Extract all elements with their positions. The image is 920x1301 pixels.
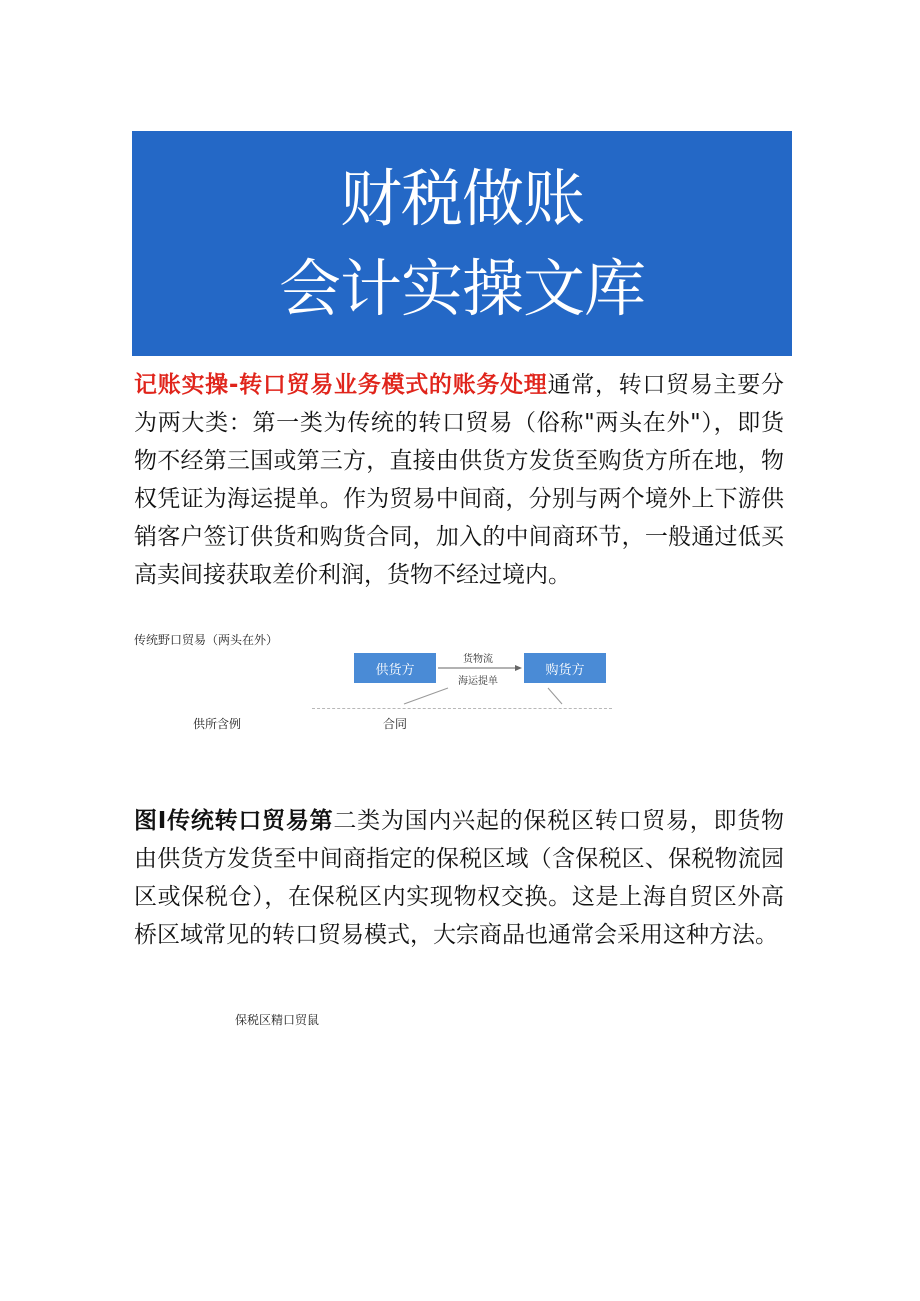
- goods-flow-label: 货物流: [463, 654, 493, 665]
- right-arrowhead-icon: [515, 665, 522, 671]
- bill-of-lading-label: 海运提单: [458, 676, 498, 687]
- paragraph-bonded-zone-trade: [134, 802, 784, 954]
- banner-title-line-2: 会计实操文库: [278, 251, 645, 325]
- article-heading: 记账实操-转口贸易业务模式的账务处理: [134, 372, 548, 398]
- paragraph-body: 通常，转口贸易主要分为两大类：第一类为传统的转口贸易（俗称"两头在外"），即货物不经第三国或第三方，直接由供货方发货至购货方所在地，物权凭证为海运提单。作为贸易中间商，分别与两个境外上下游供销客户签订供货和购货合同，加入的中间商环节，一般通过低买高卖间接获取差价利润，货物不经过境内。: [134, 372, 785, 588]
- figure-label-contract: 合同: [383, 717, 408, 731]
- buyer-box: 购货方: [524, 653, 606, 683]
- figure-reference: 图I传统转口贸易第: [134, 808, 334, 834]
- figure-caption-traditional: 传统野口贸易（两头在外）: [134, 633, 279, 647]
- figure-label-supply-contract: 供所含例: [193, 717, 242, 731]
- title-banner: [132, 131, 792, 356]
- paragraph-body: 二类为国内兴起的保税区转口贸易，即货物由供货方发货至中间商指定的保税区域（含保税区、保税物流园区或保税仓），在保税区内实现物权交换。这是上海自贸区外高桥区域常见的转口贸易模式，大宗商品也通常会采用这种方法。: [134, 808, 784, 948]
- paragraph-traditional-entrepot-trade: [134, 366, 784, 594]
- supplier-box: 供货方: [354, 653, 436, 683]
- diagram-baseline: [312, 708, 612, 709]
- figure-caption-bonded-zone: 保税区精口贸鼠: [235, 1013, 320, 1027]
- banner-title-line-1: 财税做账: [339, 161, 584, 235]
- trade-flow-diagram: [312, 646, 612, 716]
